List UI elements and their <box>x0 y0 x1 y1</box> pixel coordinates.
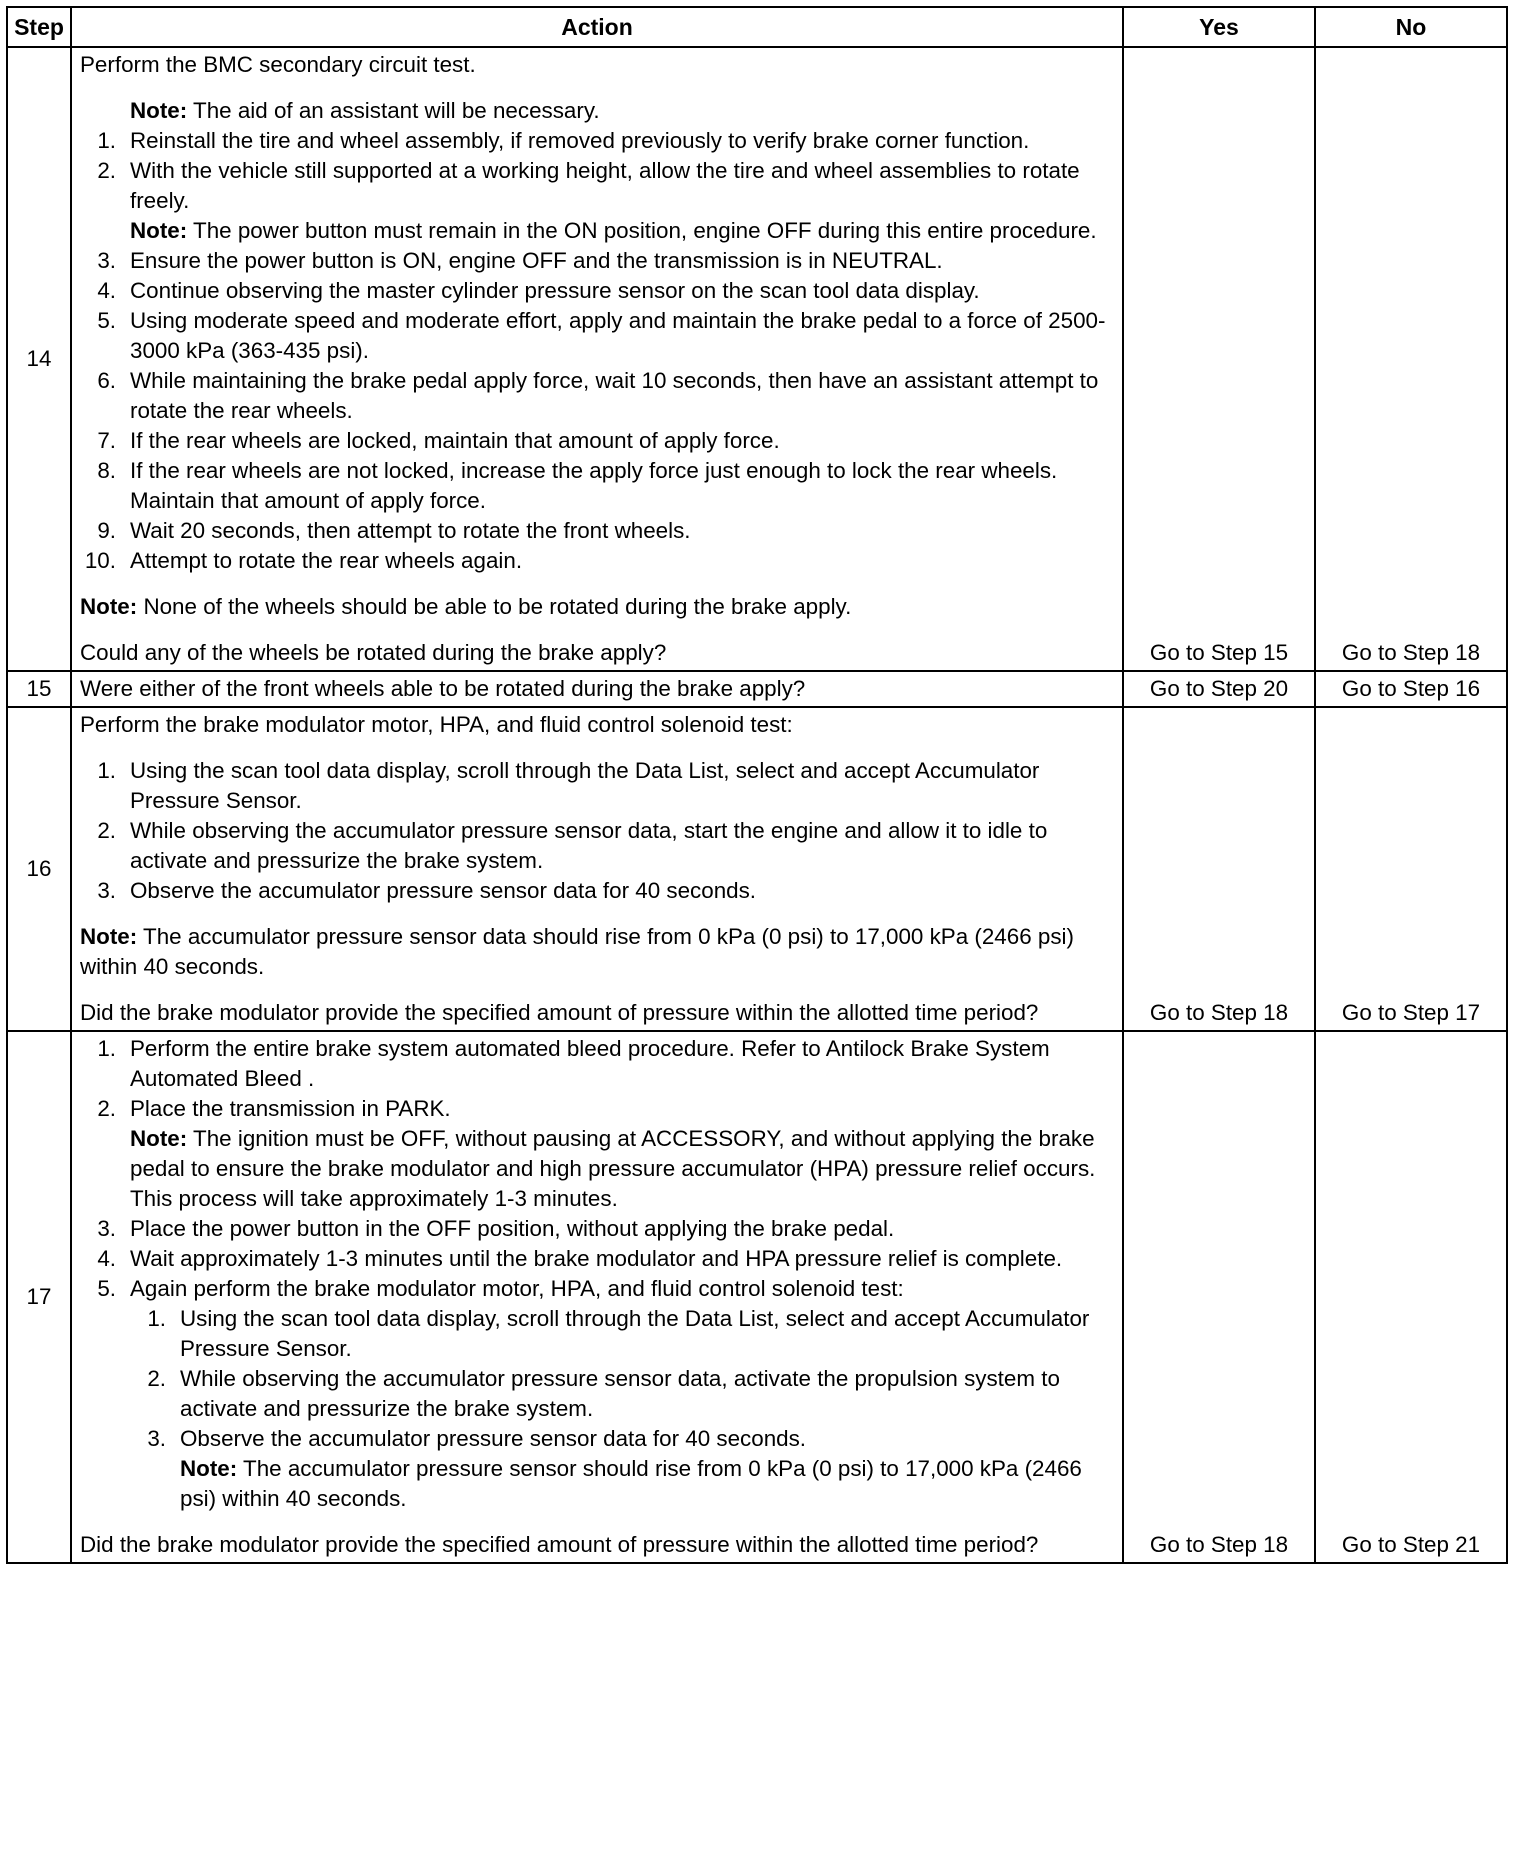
action-steps <box>80 756 1118 906</box>
list-item <box>80 1094 1118 1214</box>
list-item <box>80 306 1118 366</box>
item-number: 10. <box>84 548 116 573</box>
item-number: 1. <box>147 1306 166 1331</box>
note-label: Note: <box>80 594 138 619</box>
sub-list-item <box>130 1364 1118 1424</box>
note-label: Note: <box>180 1456 238 1481</box>
note-label: Note: <box>80 924 138 949</box>
action-question: Could any of the wheels be rotated during the brake apply? <box>80 640 667 665</box>
item-text: Ensure the power button is ON, engine OFF and the transmission is in NEUTRAL. <box>130 248 943 273</box>
item-number: 7. <box>97 428 116 453</box>
list-item <box>80 366 1118 426</box>
action-intro: Perform the brake modulator motor, HPA, and fluid control solenoid test: <box>80 712 793 737</box>
step-number: 15 <box>7 671 71 707</box>
header-action: Action <box>71 7 1123 47</box>
list-item <box>80 1214 1118 1244</box>
yes-result: Go to Step 18 <box>1123 707 1315 1031</box>
note-label: Note: <box>130 1126 188 1151</box>
list-item <box>80 756 1118 816</box>
list-item <box>80 1034 1118 1094</box>
action-cell <box>71 671 1123 707</box>
table-row <box>7 1031 1507 1563</box>
procedure-sheet <box>6 6 1506 1564</box>
item-number: 4. <box>97 1246 116 1271</box>
table-row <box>7 707 1507 1031</box>
item-number: 5. <box>97 1276 116 1301</box>
item-text: Wait 20 seconds, then attempt to rotate the front wheels. <box>130 518 691 543</box>
list-item <box>80 546 1118 576</box>
item-number: 1. <box>97 128 116 153</box>
item-text: Using the scan tool data display, scroll through the Data List, select and accept Accumulator Pressure Sensor. <box>180 1306 1090 1361</box>
header-row <box>7 7 1507 47</box>
item-number: 2. <box>147 1366 166 1391</box>
note-text: The aid of an assistant will be necessary. <box>187 98 600 123</box>
action-intro: Perform the BMC secondary circuit test. <box>80 52 476 77</box>
yes-result: Go to Step 18 <box>1123 1031 1315 1563</box>
item-text: Place the power button in the OFF position, without applying the brake pedal. <box>130 1216 895 1241</box>
item-text: While maintaining the brake pedal apply force, wait 10 seconds, then have an assistant attempt to rotate the rear wheels. <box>130 368 1099 423</box>
note-text: The accumulator pressure sensor data should rise from 0 kPa (0 psi) to 17,000 kPa (2466 psi) within 40 seconds. <box>80 924 1074 979</box>
list-item <box>80 456 1118 516</box>
table-row <box>7 671 1507 707</box>
item-text: Using the scan tool data display, scroll through the Data List, select and accept Accumulator Pressure Sensor. <box>130 758 1040 813</box>
item-text: Observe the accumulator pressure sensor data for 40 seconds. <box>180 1426 807 1451</box>
item-number: 6. <box>97 368 116 393</box>
note-label: Note: <box>130 98 188 123</box>
no-result: Go to Step 21 <box>1315 1031 1507 1563</box>
item-text: Continue observing the master cylinder pressure sensor on the scan tool data display. <box>130 278 980 303</box>
action-cell <box>71 1031 1123 1563</box>
yes-result: Go to Step 15 <box>1123 47 1315 671</box>
list-item <box>80 426 1118 456</box>
note <box>80 592 1118 622</box>
action-steps <box>80 1034 1118 1514</box>
item-text: With the vehicle still supported at a working height, allow the tire and wheel assemblies to rotate freely. <box>130 158 1080 213</box>
action-question: Were either of the front wheels able to be rotated during the brake apply? <box>80 676 806 701</box>
item-number: 1. <box>97 1036 116 1061</box>
action-cell <box>71 707 1123 1031</box>
item-number: 8. <box>97 458 116 483</box>
no-result: Go to Step 18 <box>1315 47 1507 671</box>
item-number: 4. <box>97 278 116 303</box>
header-no: No <box>1315 7 1507 47</box>
action-question: Did the brake modulator provide the specified amount of pressure within the allotted time period? <box>80 1000 1039 1025</box>
action-question: Did the brake modulator provide the specified amount of pressure within the allotted time period? <box>80 1532 1039 1557</box>
item-text: Attempt to rotate the rear wheels again. <box>130 548 523 573</box>
item-text: Place the transmission in PARK. <box>130 1096 451 1121</box>
action-cell <box>71 47 1123 671</box>
list-item <box>80 276 1118 306</box>
item-text: While observing the accumulator pressure sensor data, start the engine and allow it to idle to activate and pressurize the brake system. <box>130 818 1048 873</box>
item-number: 3. <box>147 1426 166 1451</box>
diagnostic-table <box>6 6 1508 1564</box>
item-number: 2. <box>97 818 116 843</box>
sub-list-item <box>130 1424 1118 1514</box>
item-text: Using moderate speed and moderate effort, apply and maintain the brake pedal to a force of 2500-3000 kPa (363-435 psi). <box>130 308 1106 363</box>
step-number: 14 <box>7 47 71 671</box>
table-row <box>7 47 1507 671</box>
list-item <box>80 1274 1118 1514</box>
item-number: 3. <box>97 878 116 903</box>
item-number: 2. <box>97 1096 116 1121</box>
item-text: If the rear wheels are locked, maintain that amount of apply force. <box>130 428 780 453</box>
item-text: Again perform the brake modulator motor, HPA, and fluid control solenoid test: <box>130 1276 904 1301</box>
item-number: 1. <box>97 758 116 783</box>
list-item <box>80 516 1118 546</box>
no-result: Go to Step 16 <box>1315 671 1507 707</box>
item-number: 3. <box>97 248 116 273</box>
item-text: Wait approximately 1-3 minutes until the brake modulator and HPA pressure relief is complete. <box>130 1246 1063 1271</box>
yes-result: Go to Step 20 <box>1123 671 1315 707</box>
sub-list-item <box>130 1304 1118 1364</box>
note <box>80 96 1118 126</box>
no-result: Go to Step 17 <box>1315 707 1507 1031</box>
note <box>80 922 1118 982</box>
item-text: If the rear wheels are not locked, increase the apply force just enough to lock the rear wheels. Maintain that amount of apply force. <box>130 458 1058 513</box>
step-number: 16 <box>7 707 71 1031</box>
item-text: Observe the accumulator pressure sensor data for 40 seconds. <box>130 878 757 903</box>
item-text: Perform the entire brake system automated bleed procedure. Refer to Antilock Brake System Automated Bleed . <box>130 1036 1050 1091</box>
action-steps <box>80 126 1118 576</box>
list-item <box>80 126 1118 156</box>
list-item <box>80 1244 1118 1274</box>
step-number: 17 <box>7 1031 71 1563</box>
list-item <box>80 816 1118 876</box>
item-number: 3. <box>97 1216 116 1241</box>
note-label: Note: <box>130 218 188 243</box>
header-yes: Yes <box>1123 7 1315 47</box>
item-number: 2. <box>97 158 116 183</box>
item-text: Reinstall the tire and wheel assembly, if removed previously to verify brake corner function. <box>130 128 1030 153</box>
sub-steps <box>130 1304 1118 1514</box>
list-item <box>80 156 1118 246</box>
note-text: None of the wheels should be able to be rotated during the brake apply. <box>137 594 852 619</box>
note-text: The ignition must be OFF, without pausing at ACCESSORY, and without applying the brake pedal to ensure the brake modulator and high pressure accumulator (HPA) pressure relief occurs. This process will take approximately 1-3 minutes. <box>130 1126 1096 1211</box>
header-step: Step <box>7 7 71 47</box>
list-item <box>80 876 1118 906</box>
item-number: 5. <box>97 308 116 333</box>
note-text: The accumulator pressure sensor should rise from 0 kPa (0 psi) to 17,000 kPa (2466 psi) within 40 seconds. <box>180 1456 1082 1511</box>
list-item <box>80 246 1118 276</box>
note-text: The power button must remain in the ON position, engine OFF during this entire procedure. <box>187 218 1097 243</box>
item-text: While observing the accumulator pressure sensor data, activate the propulsion system to activate and pressurize the brake system. <box>180 1366 1060 1421</box>
item-number: 9. <box>97 518 116 543</box>
